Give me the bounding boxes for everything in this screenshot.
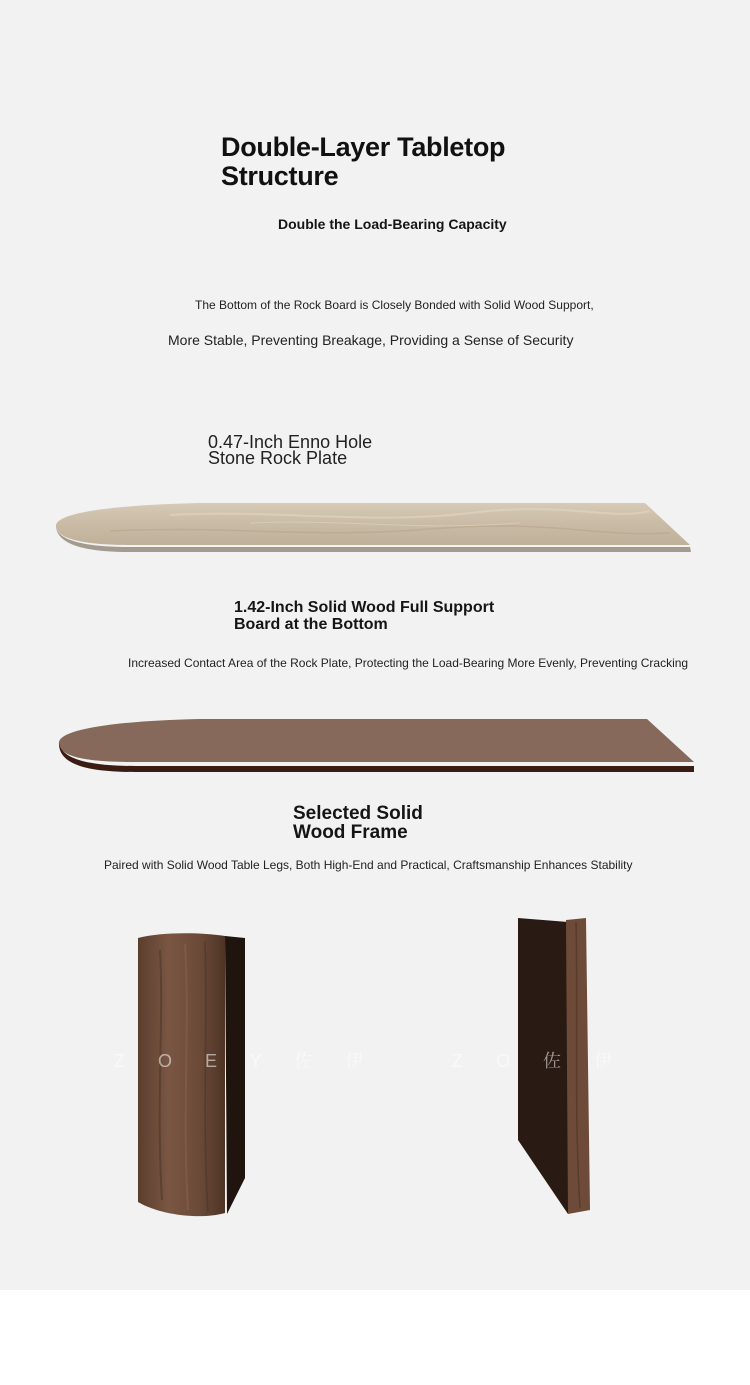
section-title: Double-Layer Tabletop Structure (221, 132, 506, 191)
cylindrical-leg-image (130, 930, 255, 1220)
frame-label: Selected Solid Wood Frame (293, 803, 423, 843)
section-subtitle: Double the Load-Bearing Capacity (278, 216, 507, 232)
stone-rock-plate-image (50, 495, 700, 560)
wood-board-description: Increased Contact Area of the Rock Plate, Protecting the Load-Bearing More Evenly, Preventing Cracking (128, 656, 689, 670)
watermark-left: Z O E Y 佐 伊 (114, 1051, 378, 1071)
description-line-2: More Stable, Preventing Breakage, Providing a Sense of Security (168, 332, 574, 348)
watermark-right: Z O 佐 伊 (452, 1051, 626, 1071)
solid-wood-board-image (50, 712, 700, 777)
frame-description: Paired with Solid Wood Table Legs, Both High-End and Practical, Craftsmanship Enhances Stability (104, 858, 633, 872)
description-line-1: The Bottom of the Rock Board is Closely Bonded with Solid Wood Support, (195, 298, 594, 312)
wood-board-label: 1.42-Inch Solid Wood Full Support Board at the Bottom (234, 599, 495, 633)
stone-plate-label: 0.47-Inch Enno Hole Stone Rock Plate (208, 432, 373, 468)
